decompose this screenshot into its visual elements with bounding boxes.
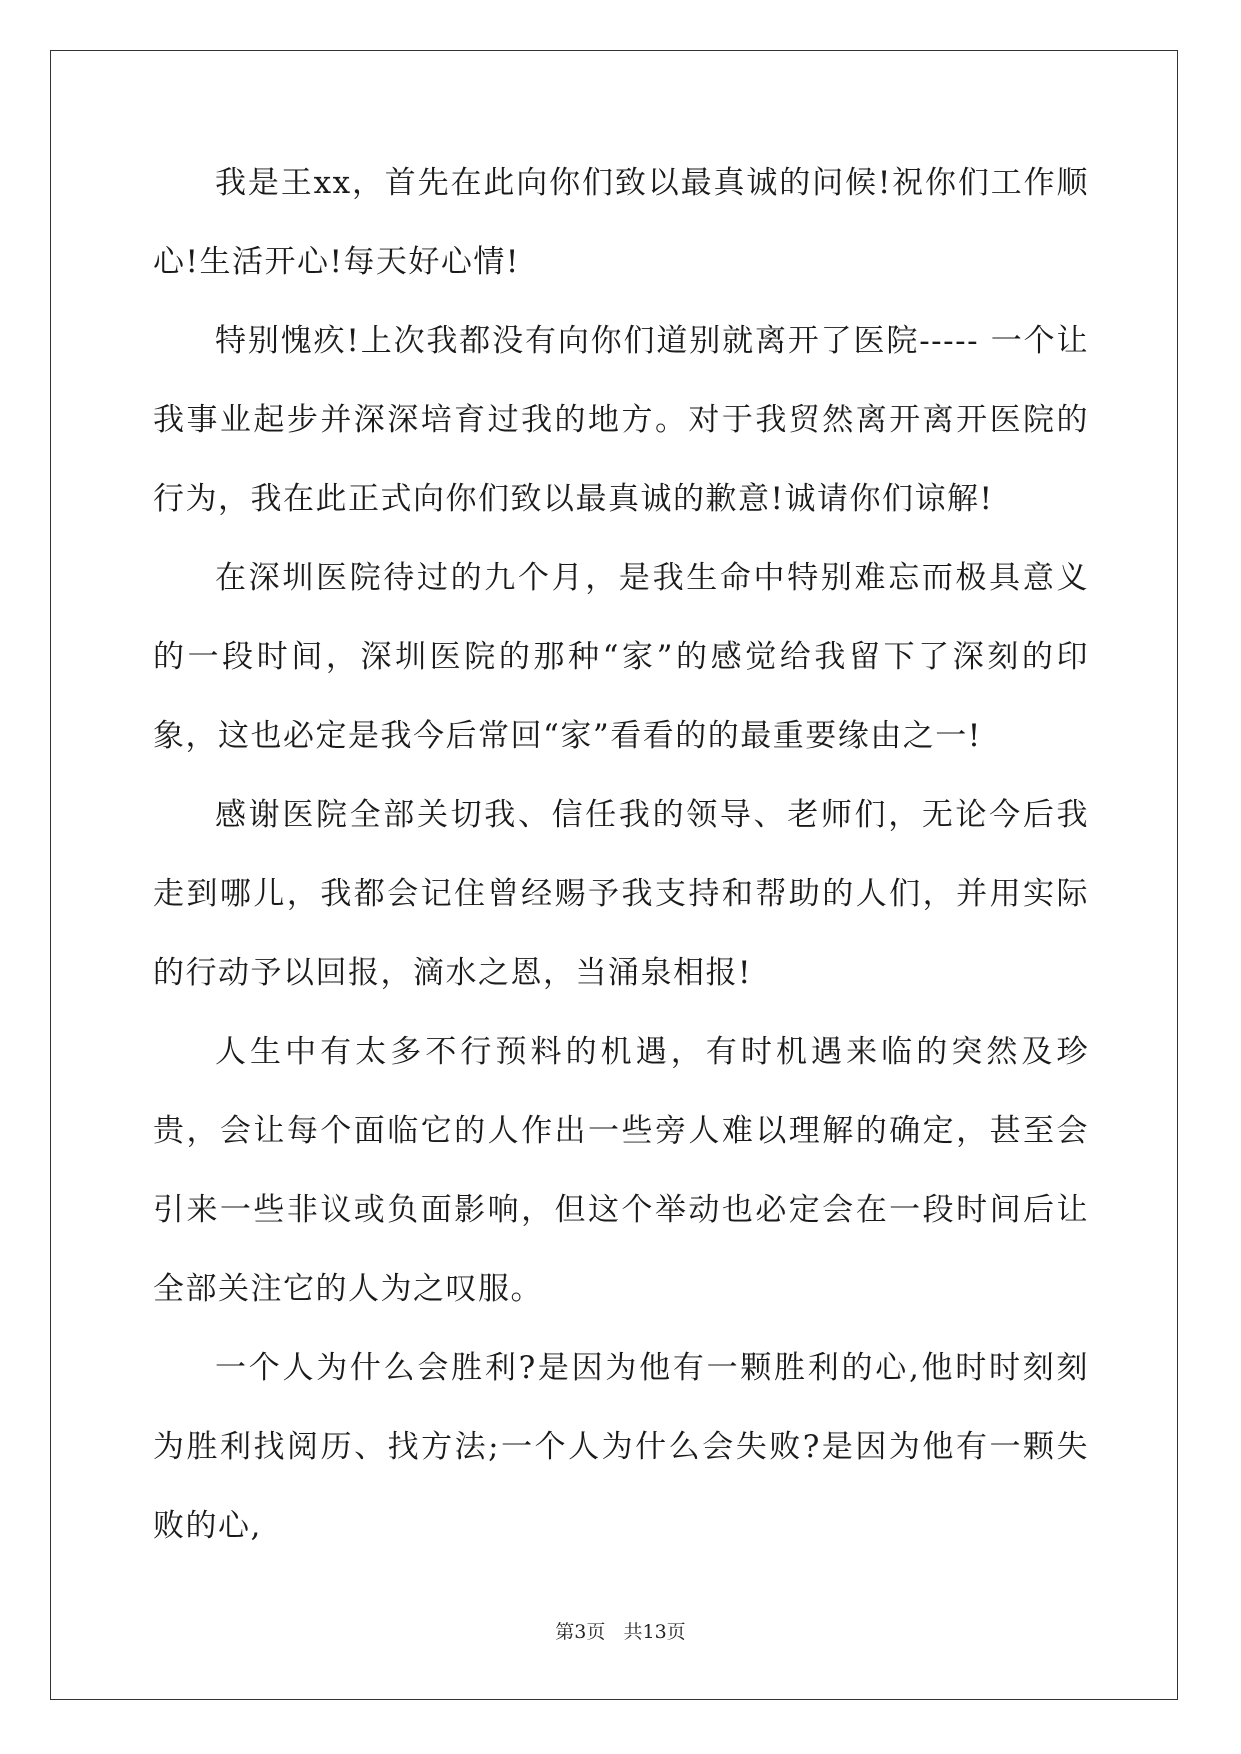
paragraph: 一个人为什么会胜利?是因为他有一颗胜利的心,他时时刻刻为胜利找阅历、找方法;一个人为什么会失败?是因为他有一颗失败的心, <box>153 1350 1089 1544</box>
paragraph: 我是王xx，首先在此向你们致以最真诚的问候!祝你们工作顺心!生活开心!每天好心情! <box>153 165 1089 280</box>
paragraph: 在深圳医院待过的九个月，是我生命中特别难忘而极具意义的一段时间，深圳医院的那种“家”的感觉给我留下了深刻的印象，这也必定是我今后常回“家”看看的的最重要缘由之一! <box>153 560 1089 754</box>
paragraph: 人生中有太多不行预料的机遇，有时机遇来临的突然及珍贵，会让每个面临它的人作出一些旁人难以理解的确定，甚至会引来一些非议或负面影响，但这个举动也必定会在一段时间后让全部关注它的人为之叹服。 <box>153 1034 1089 1307</box>
page-number: 第3页 共13页 <box>555 1621 686 1643</box>
document-body <box>153 144 1089 1566</box>
page-footer <box>0 1617 1241 1644</box>
paragraph: 特别愧疚!上次我都没有向你们道别就离开了医院----- 一个让我事业起步并深深培育过我的地方。对于我贸然离开离开医院的行为，我在此正式向你们致以最真诚的歉意!诚请你们谅解! <box>153 323 1089 517</box>
paragraph: 感谢医院全部关切我、信任我的领导、老师们，无论今后我走到哪儿，我都会记住曾经赐予我支持和帮助的人们，并用实际的行动予以回报，滴水之恩，当涌泉相报! <box>153 797 1089 991</box>
